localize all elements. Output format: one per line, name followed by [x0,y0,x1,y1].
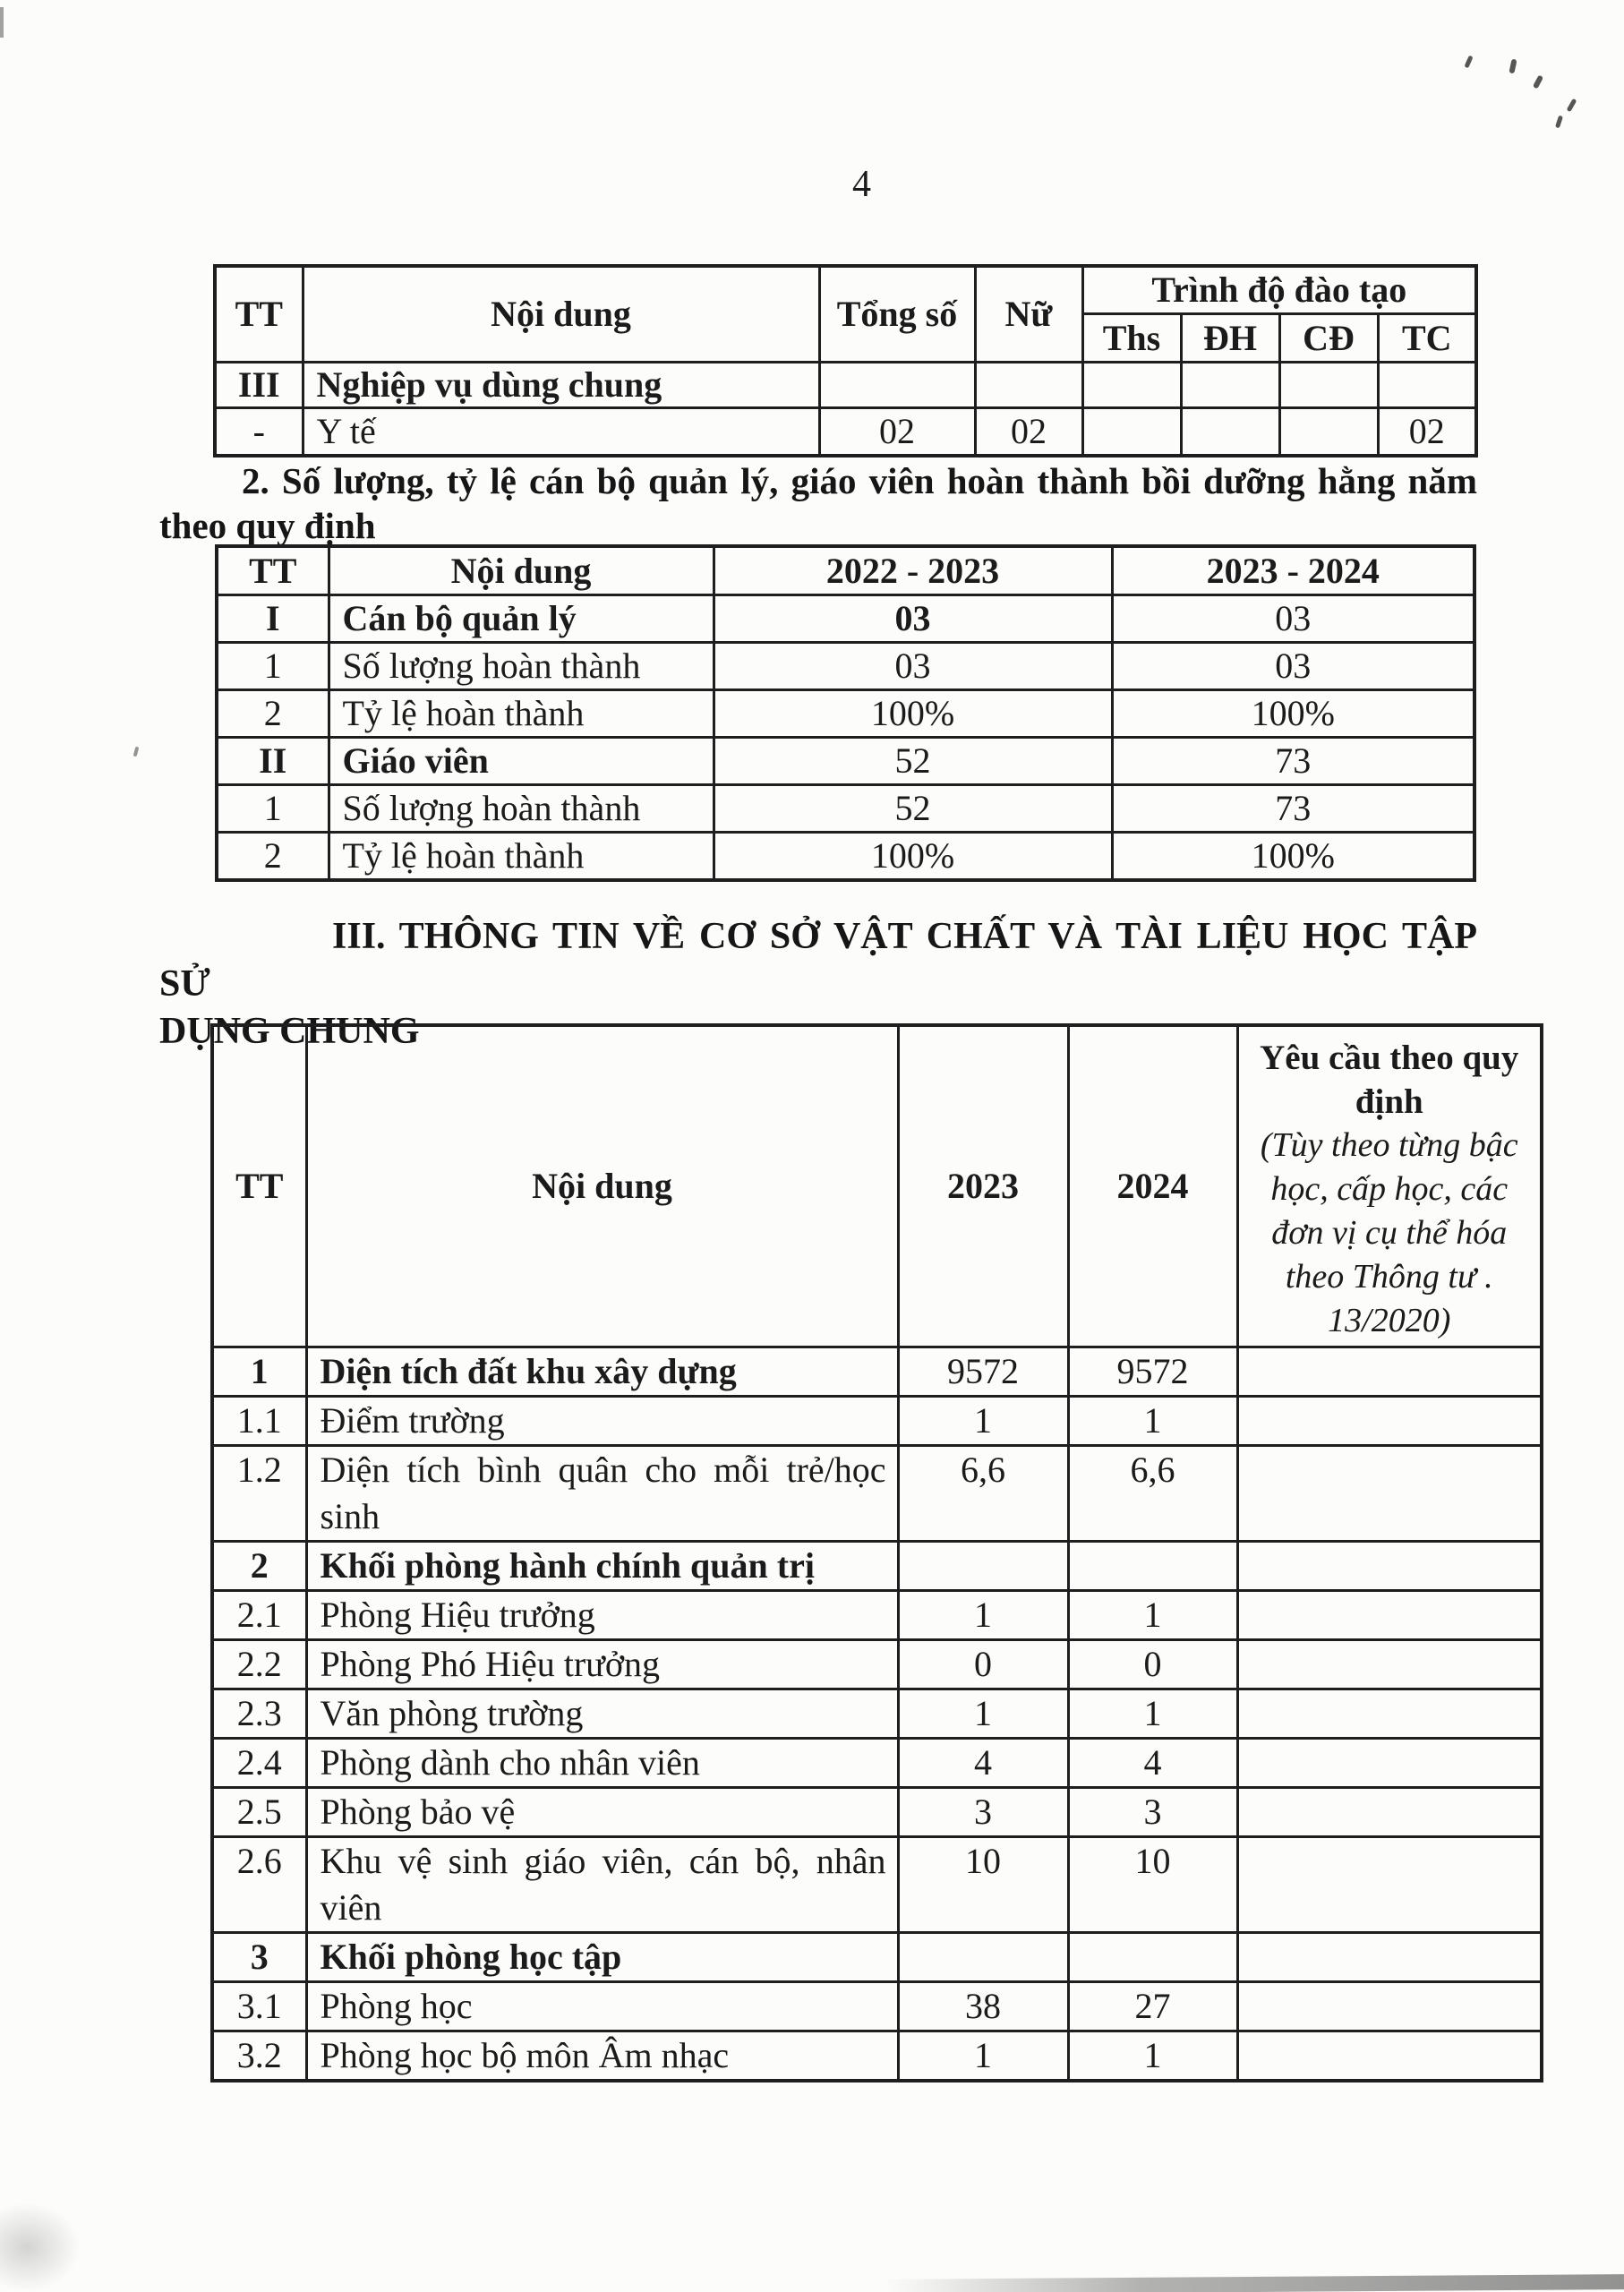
table-row [212,1445,1542,1541]
cell-value-2022-2023: 52 [714,738,1112,785]
col-header-noi-dung: Nội dung [306,1025,898,1347]
col-header-2023: 2023 [898,1025,1068,1347]
col-header-tong-so: Tổng số [819,266,975,362]
cell-requirement [1237,1541,1542,1590]
cell-value-2023-2024: 73 [1112,785,1474,833]
table-row [212,1836,1542,1932]
section-3-heading-line1: III. THÔNG TIN VỀ CƠ SỞ VẬT CHẤT VÀ TÀI LIỆU HỌC TẬP SỬ [159,916,1477,1005]
cell-2024: 1 [1068,1689,1237,1738]
cell-requirement [1237,1689,1542,1738]
cell-tt: 2.1 [212,1590,306,1639]
cell-value-2023-2024: 03 [1112,595,1474,643]
cell-dh [1181,407,1279,456]
cell-label: Phòng học [306,1981,898,2031]
col-header-tt: TT [217,546,329,595]
cell-2024: 1 [1068,2031,1237,2081]
cell-tc [1378,362,1476,407]
cell-tt: 2.2 [212,1639,306,1689]
cell-2024: 1 [1068,1396,1237,1445]
cell-requirement [1237,1347,1542,1396]
table-row [212,1981,1542,2031]
cell-tt: 1.1 [212,1396,306,1445]
cell-requirement [1237,1836,1542,1932]
cell-2023: 10 [898,1836,1068,1932]
section-2-heading [159,458,1477,548]
cell-tong-so [819,362,975,407]
cell-2023: 4 [898,1738,1068,1787]
requirement-header-line: 13/2020) [1328,1302,1451,1339]
cell-tt: 2.5 [212,1787,306,1836]
section-2-heading-line1: 2. Số lượng, tỷ lệ cán bộ quản lý, giáo viên hoàn thành bồi dưỡng hằng năm [242,460,1477,501]
cell-value-2022-2023: 03 [714,595,1112,643]
cell-2024 [1068,1932,1237,1981]
col-header-trinh-do: Trình độ đào tạo [1082,266,1476,313]
cell-cd [1279,362,1378,407]
cell-2024: 10 [1068,1836,1237,1932]
cell-requirement [1237,1590,1542,1639]
col-header-tt: TT [215,266,303,362]
cell-2024: 27 [1068,1981,1237,2031]
cell-label: Số lượng hoàn thành [329,643,714,690]
cell-tt: 2 [217,833,329,881]
cell-2023 [898,1541,1068,1590]
cell-value-2023-2024: 73 [1112,738,1474,785]
col-header-ths: Ths [1082,313,1181,362]
cell-tc: 02 [1378,407,1476,456]
cell-label: Nghiệp vụ dùng chung [303,362,819,407]
cell-tt: - [215,407,303,456]
cell-2023: 9572 [898,1347,1068,1396]
table-row [217,833,1474,881]
cell-nu: 02 [975,407,1082,456]
cell-2023: 3 [898,1787,1068,1836]
cell-requirement [1237,1396,1542,1445]
scan-speck [133,747,140,757]
scan-smudge [0,2202,81,2292]
cell-label: Y tế [303,407,819,456]
table-row [212,1396,1542,1445]
cell-requirement [1237,1639,1542,1689]
table-row [217,643,1474,690]
cell-2023: 1 [898,1396,1068,1445]
cell-value-2022-2023: 100% [714,690,1112,738]
scan-speck [1533,74,1543,89]
cell-value-2022-2023: 52 [714,785,1112,833]
cell-tt: II [217,738,329,785]
cell-2023: 38 [898,1981,1068,2031]
col-header-tt: TT [212,1025,306,1347]
cell-tt: 3.2 [212,2031,306,2081]
cell-label: Tỷ lệ hoàn thành [329,833,714,881]
section-2-heading-line2: theo quy định [159,505,376,546]
cell-2023 [898,1932,1068,1981]
cell-tt: 1 [212,1347,306,1396]
cell-2024: 1 [1068,1590,1237,1639]
table-row [217,595,1474,643]
table-row [212,1639,1542,1689]
table-row [212,1689,1542,1738]
table-row [212,1541,1542,1590]
cell-requirement [1237,1932,1542,1981]
cell-requirement [1237,1445,1542,1541]
scan-edge-mark [0,7,4,38]
table-row [212,1932,1542,1981]
requirement-header-line: học, cấp học, các [1270,1170,1509,1208]
cell-requirement [1237,1981,1542,2031]
cell-requirement [1237,1787,1542,1836]
cell-label: Phòng dành cho nhân viên [306,1738,898,1787]
cell-2024: 3 [1068,1787,1237,1836]
cell-tt: III [215,362,303,407]
col-header-2024: 2024 [1068,1025,1237,1347]
cell-requirement [1237,1738,1542,1787]
scan-speck [1555,115,1563,129]
cell-label: Tỷ lệ hoàn thành [329,690,714,738]
table-row [215,362,1476,407]
scan-smudge [885,2274,1624,2292]
col-header-2022-2023: 2022 - 2023 [714,546,1112,595]
cell-label: Điểm trường [306,1396,898,1445]
cell-2023: 1 [898,1689,1068,1738]
cell-label: Cán bộ quản lý [329,595,714,643]
staff-qualification-table [213,264,1478,458]
cell-2023: 1 [898,1590,1068,1639]
page-number: 4 [852,164,871,205]
cell-2024: 0 [1068,1639,1237,1689]
cell-tt: 2 [212,1541,306,1590]
col-header-nu: Nữ [975,266,1082,362]
table-row [212,1787,1542,1836]
cell-value-2023-2024: 100% [1112,690,1474,738]
cell-tong-so: 02 [819,407,975,456]
cell-label: Giáo viên [329,738,714,785]
cell-cd [1279,407,1378,456]
facilities-table [210,1023,1543,2082]
table-row [217,785,1474,833]
cell-value-2023-2024: 100% [1112,833,1474,881]
cell-label: Khu vệ sinh giáo viên, cán bộ, nhân viên [306,1836,898,1932]
table-row [212,1347,1542,1396]
cell-2024: 4 [1068,1738,1237,1787]
table-row [217,738,1474,785]
cell-value-2022-2023: 100% [714,833,1112,881]
cell-2024: 6,6 [1068,1445,1237,1541]
cell-2023: 1 [898,2031,1068,2081]
scan-speck [1567,98,1577,112]
table-row [215,407,1476,456]
cell-nu [975,362,1082,407]
requirement-header-line: đơn vị cụ thể hóa [1271,1214,1508,1252]
cell-label: Khối phòng học tập [306,1932,898,1981]
cell-dh [1181,362,1279,407]
requirement-header-line: (Tùy theo từng bậc [1260,1126,1518,1164]
cell-tt: 2.3 [212,1689,306,1738]
requirement-header-line: theo Thông tư . [1285,1258,1493,1296]
cell-label: Diện tích đất khu xây dựng [306,1347,898,1396]
col-header-noi-dung: Nội dung [329,546,714,595]
cell-2023: 6,6 [898,1445,1068,1541]
col-header-dh: ĐH [1181,313,1279,362]
cell-label: Phòng Phó Hiệu trưởng [306,1639,898,1689]
cell-tt: I [217,595,329,643]
cell-tt: 2.4 [212,1738,306,1787]
training-completion-table [215,544,1476,882]
table-row [212,1590,1542,1639]
cell-value-2023-2024: 03 [1112,643,1474,690]
cell-2024 [1068,1541,1237,1590]
requirement-header-line: định [1355,1082,1423,1121]
col-header-requirement [1237,1025,1542,1347]
scan-speck [1509,59,1517,74]
table-row [212,1738,1542,1787]
cell-label: Phòng bảo vệ [306,1787,898,1836]
table-row [212,2031,1542,2081]
cell-tt: 2 [217,690,329,738]
cell-value-2022-2023: 03 [714,643,1112,690]
cell-label: Số lượng hoàn thành [329,785,714,833]
cell-ths [1082,407,1181,456]
scan-speck [1464,56,1473,69]
cell-tt: 1 [217,785,329,833]
cell-label: Văn phòng trường [306,1689,898,1738]
cell-tt: 1 [217,643,329,690]
cell-label: Khối phòng hành chính quản trị [306,1541,898,1590]
table-row [217,690,1474,738]
col-header-noi-dung: Nội dung [303,266,819,362]
cell-tt: 2.6 [212,1836,306,1932]
col-header-tc: TC [1378,313,1476,362]
cell-label: Phòng Hiệu trưởng [306,1590,898,1639]
cell-tt: 1.2 [212,1445,306,1541]
cell-label: Diện tích bình quân cho mỗi trẻ/học sinh [306,1445,898,1541]
requirement-header-line: Yêu cầu theo quy [1260,1039,1519,1077]
cell-2024: 9572 [1068,1347,1237,1396]
col-header-2023-2024: 2023 - 2024 [1112,546,1474,595]
cell-requirement [1237,2031,1542,2081]
cell-tt: 3.1 [212,1981,306,2031]
cell-2023: 0 [898,1639,1068,1689]
cell-tt: 3 [212,1932,306,1981]
section-3-heading-line2: DỤNG CHUNG [159,1011,420,1052]
cell-label: Phòng học bộ môn Âm nhạc [306,2031,898,2081]
col-header-cd: CĐ [1279,313,1378,362]
cell-ths [1082,362,1181,407]
